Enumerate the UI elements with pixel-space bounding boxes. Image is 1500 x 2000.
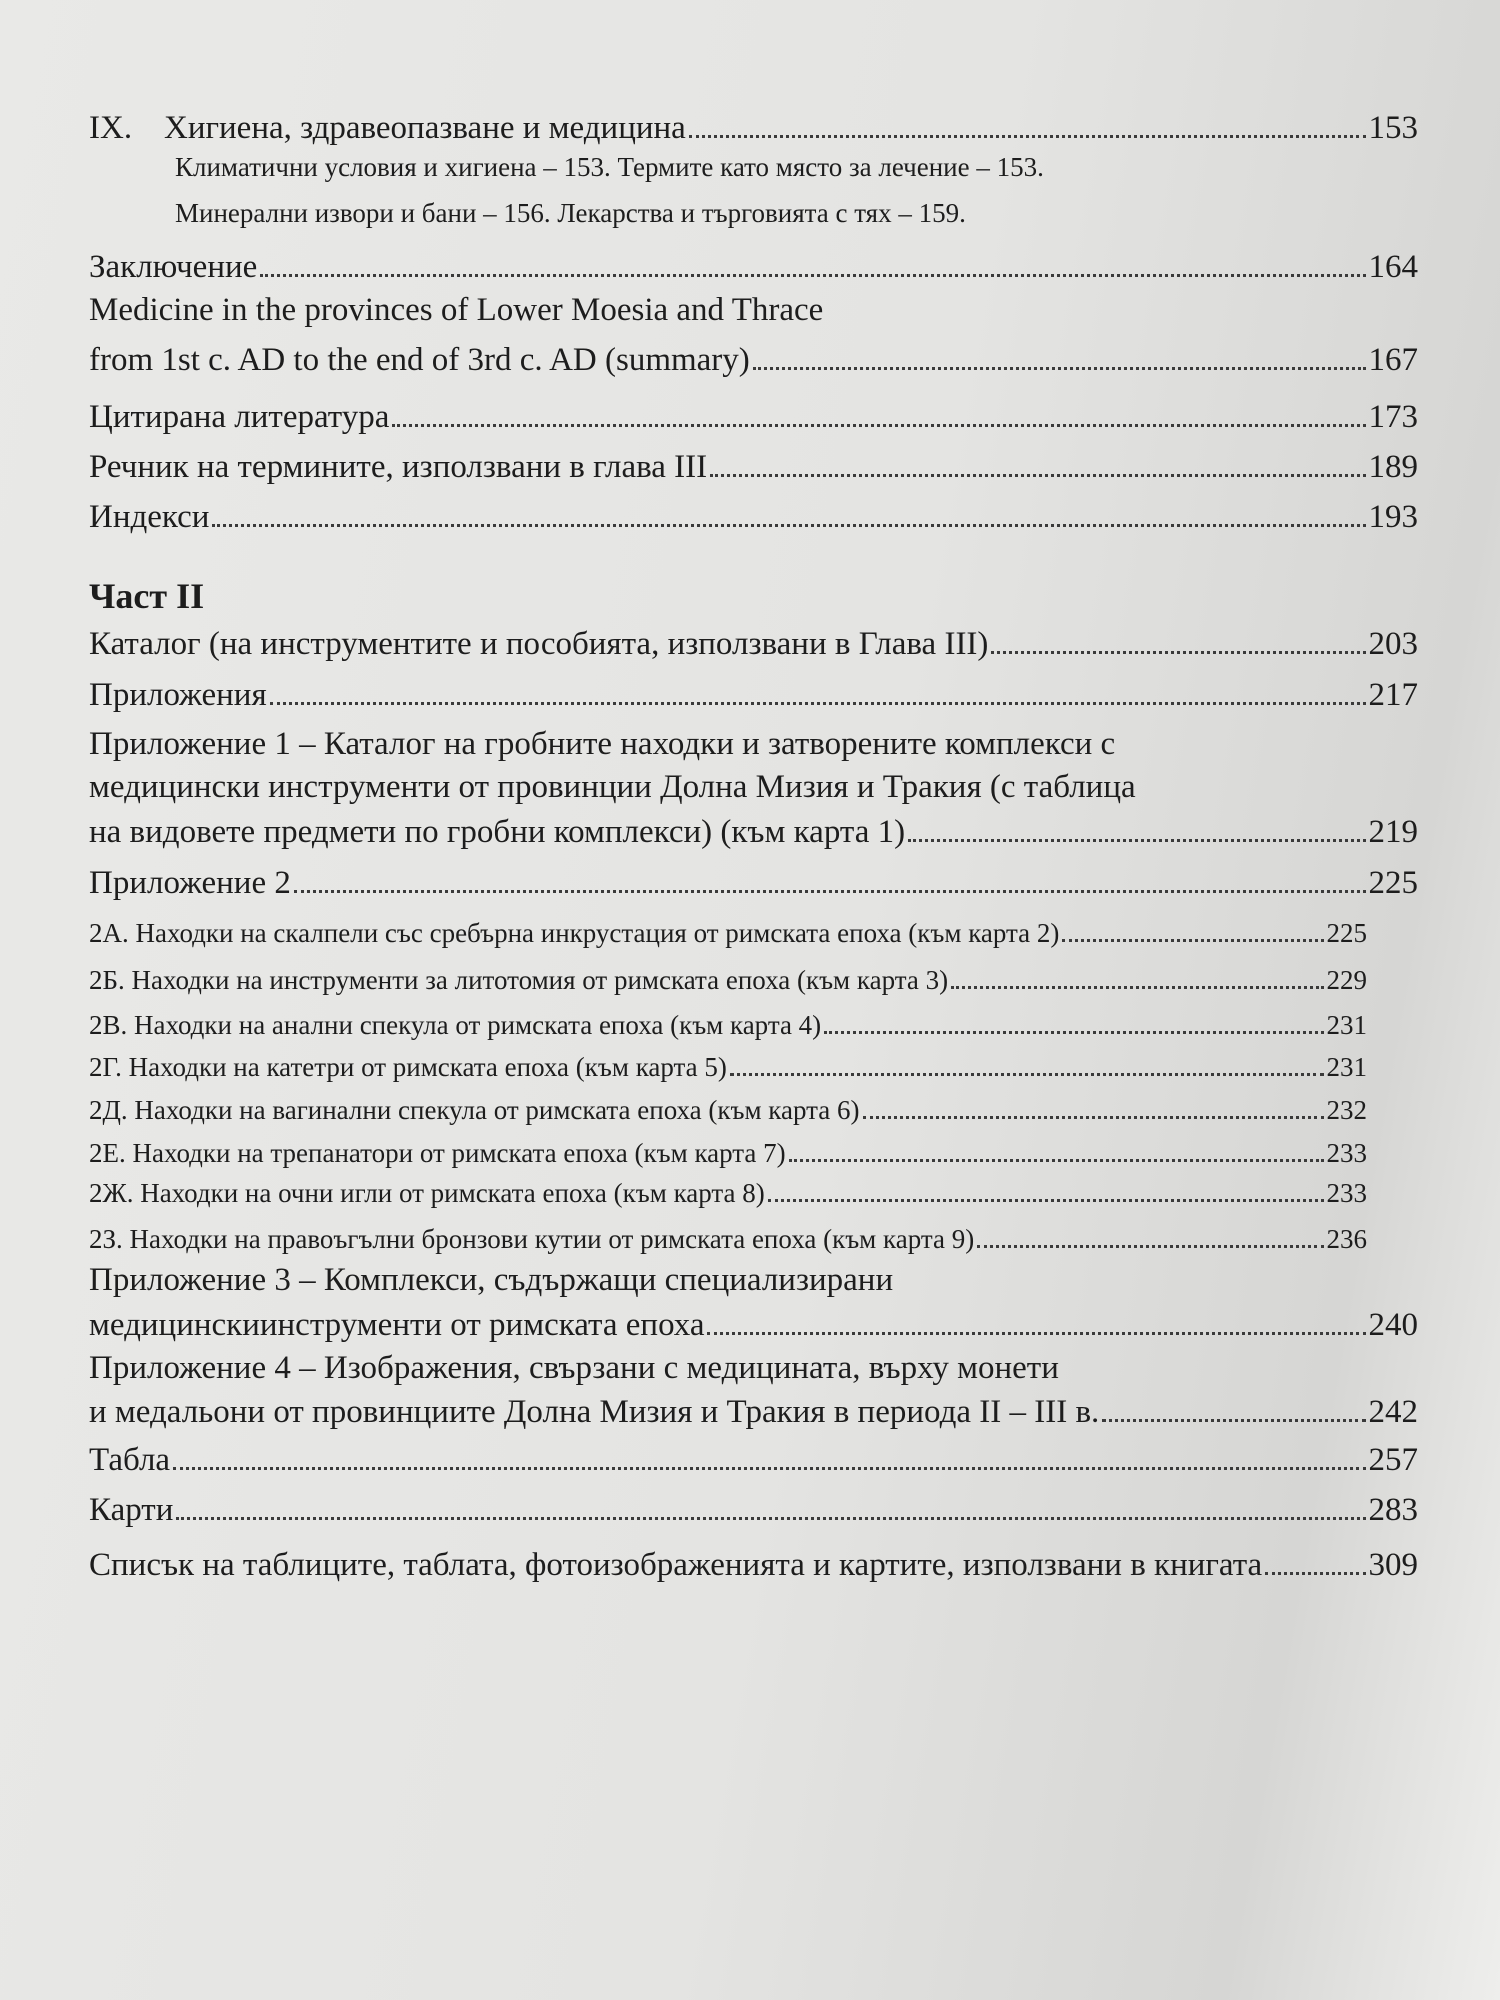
dot-leader [824,1031,1323,1034]
entry-title-line: Приложение 3 – Комплекси, съдържащи специализирани [89,1262,894,1298]
dot-leader [1265,1572,1365,1575]
page-number: 189 [1368,449,1418,485]
page-number: 217 [1368,677,1418,713]
part-heading: Част II [89,576,205,616]
entry-title: Карти [89,1492,174,1528]
entry-title-line: медицински инструменти от провинции Долна Мизия и Тракия (с таблица [89,769,1136,805]
dot-leader [173,1467,1365,1470]
entry-title-line: Приложение 1 – Каталог на гробните находки и затворените комплекси с [89,726,1116,762]
dot-leader [1102,1419,1365,1422]
dot-leader [977,1245,1323,1248]
page-number: 233 [1326,1138,1367,1168]
entry-title: 2Ж. Находки на очни игли от римската епоха (към карта 8) [89,1178,765,1208]
toc-subentry[interactable] [89,1222,1367,1256]
entry-title: Индекси [89,499,210,535]
page-number: 167 [1368,342,1418,378]
dot-leader [710,474,1365,477]
dot-leader [392,424,1365,427]
toc-entry-appendix-1[interactable] [89,812,1418,852]
toc-entry-list-of-illustrations[interactable] [89,1545,1418,1585]
toc-entry-summary[interactable] [89,340,1418,380]
entry-title: 2В. Находки на анални спекула от римската епоха (към карта 4) [89,1010,822,1040]
entry-title: медицинскиинструменти от римската епоха [89,1307,705,1343]
toc-entry-appendix-4[interactable] [89,1392,1418,1432]
page-number: 232 [1326,1095,1367,1125]
dot-leader [863,1116,1324,1119]
toc-entry-appendix-3[interactable] [89,1305,1418,1345]
toc-entry-maps[interactable] [89,1490,1418,1530]
page-number: 231 [1326,1052,1367,1082]
toc-subentry[interactable] [89,1093,1367,1127]
entry-title-line: Medicine in the provinces of Lower Moesia and Thrace [89,292,824,328]
toc-subentry[interactable] [89,1136,1367,1170]
page-number: 229 [1326,965,1367,995]
entry-title: Табла [89,1442,171,1478]
dot-leader [991,651,1365,654]
toc-subentry[interactable] [89,963,1367,997]
dot-leader [908,839,1365,842]
dot-leader [212,524,1365,527]
page-number: 173 [1368,399,1418,435]
page-number: 240 [1368,1307,1418,1343]
toc-entry-appendix-2[interactable] [89,863,1418,903]
page-number: 231 [1326,1010,1367,1040]
dot-leader [270,702,1366,705]
page-number: 309 [1368,1547,1418,1583]
toc-entry-plates[interactable] [89,1440,1418,1480]
entry-title: на видовете предмети по гробни комплекси) (към карта 1) [89,814,906,850]
dot-leader [768,1199,1324,1202]
page-number: 225 [1326,918,1367,948]
entry-title: 2Г. Находки на катетри от римската епоха (към карта 5) [89,1052,727,1082]
entry-title: 2З. Находки на правоъгълни бронзови кутии от римската епоха (към карта 9) [89,1224,975,1254]
subsection-list: Климатични условия и хигиена – 153. Термите като място за лечение – 153. [175,152,1044,182]
toc-subentry[interactable] [89,916,1367,950]
dot-leader [294,890,1366,893]
entry-title: Списък на таблиците, таблата, фотоизображенията и картите, използвани в книгата [89,1547,1263,1583]
toc-entry-indexes[interactable] [89,497,1418,537]
toc-entry-catalogue[interactable] [89,624,1418,664]
dot-leader [176,1517,1365,1520]
dot-leader [260,274,1365,277]
page-number: 283 [1368,1492,1418,1528]
page-number: 233 [1326,1178,1367,1208]
toc-subentry[interactable] [89,1008,1367,1042]
toc-entry-chapter-ix[interactable] [89,108,1418,148]
page-number: 219 [1368,814,1418,850]
dot-leader [753,367,1366,370]
entry-title: Хигиена, здравеопазване и медицина [164,110,686,146]
entry-title: 2А. Находки на скалпели със сребърна инкрустация от римската епоха (към карта 2) [89,918,1060,948]
entry-title: Заключение [89,249,258,285]
page-number: 225 [1368,865,1418,901]
subsection-list: Минерални извори и бани – 156. Лекарства и търговията с тях – 159. [175,198,966,228]
page-number: 153 [1368,110,1418,146]
page-number: 257 [1368,1442,1418,1478]
page-number: 203 [1368,626,1418,662]
page-number: 242 [1368,1394,1418,1430]
dot-leader [951,986,1323,989]
toc-subentry[interactable] [89,1050,1367,1084]
dot-leader [707,1332,1365,1335]
entry-title: 2Б. Находки на инструменти за литотомия от римската епоха (към карта 3) [89,965,949,995]
dot-leader [730,1073,1324,1076]
toc-subentry[interactable] [89,1176,1367,1210]
toc-entry-appendices[interactable] [89,675,1418,715]
entry-title: 2Д. Находки на вагинални спекула от римската епоха (към карта 6) [89,1095,860,1125]
dot-leader [1062,939,1323,942]
page-number: 164 [1368,249,1418,285]
entry-title-line: Приложение 4 – Изображения, свързани с медицината, върху монети [89,1350,1059,1386]
entry-title: Приложения [89,677,267,713]
entry-title: Приложение 2 [89,865,291,901]
page-number: 193 [1368,499,1418,535]
toc-entry-literature[interactable] [89,397,1418,437]
chapter-numeral: IX. [89,110,133,146]
page-number: 236 [1326,1224,1367,1254]
entry-title: Каталог (на инструментите и пособията, използвани в Глава III) [89,626,989,662]
entry-title: и медальони от провинциите Долна Мизия и Тракия в периода II – III в. [89,1394,1100,1430]
entry-title: from 1st c. AD to the end of 3rd c. AD (summary) [89,342,750,378]
entry-title: Речник на термините, използвани в глава III [89,449,708,485]
toc-entry-conclusion[interactable] [89,247,1418,287]
toc-entry-glossary[interactable] [89,447,1418,487]
dot-leader [789,1159,1324,1162]
entry-title: 2Е. Находки на трепанатори от римската епоха (към карта 7) [89,1138,786,1168]
dot-leader [689,135,1366,138]
entry-title: Цитирана литература [89,399,390,435]
